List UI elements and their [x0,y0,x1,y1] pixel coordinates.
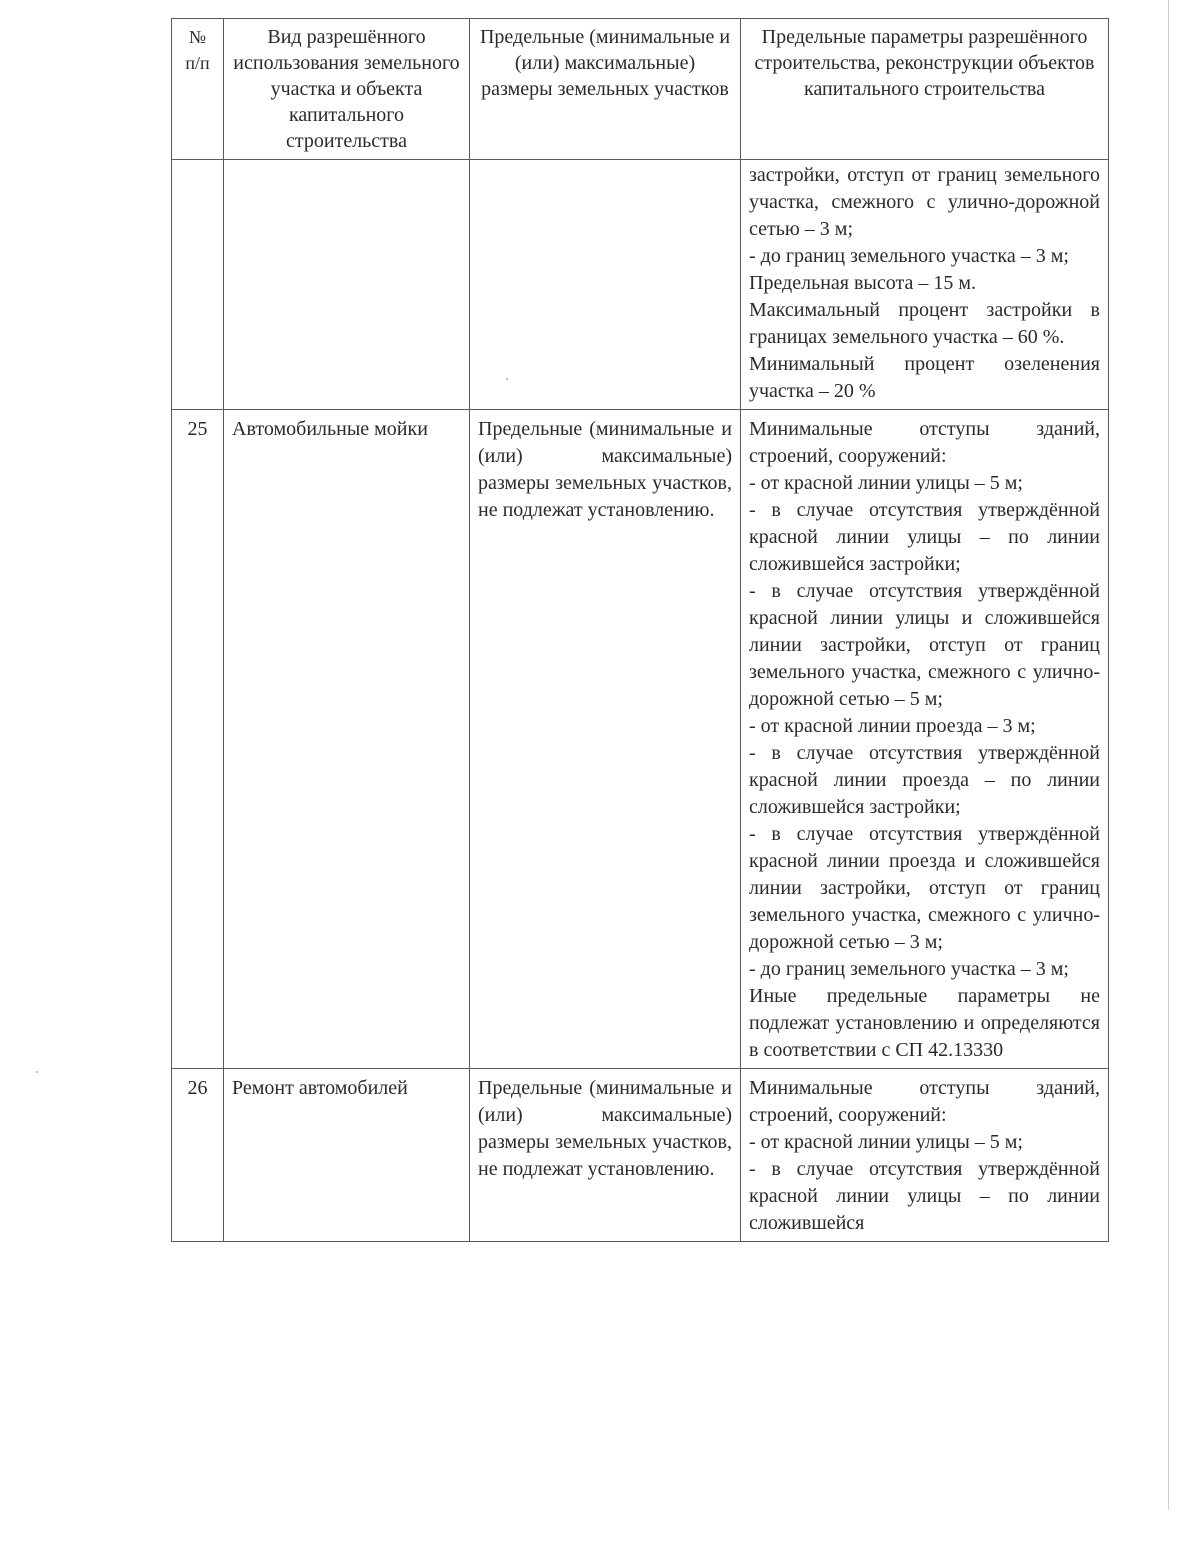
row-num: 26 [172,1069,224,1242]
table-row [172,410,1109,1069]
param-line: - в случае отсутствия утверждённой красной линии улицы – по линии сложившейся [749,1158,1100,1234]
param-line: Иные предельные параметры не подлежат установлению и определяются в соответствии с СП 42.13330 [749,985,1100,1061]
zoning-parameters-table [171,18,1109,1242]
row-plot-size: Предельные (минимальные и (или) максимальные) размеры земельных участков, не подлежат установлению. [470,410,741,1069]
row-use-type: Ремонт автомобилей [224,1069,470,1242]
param-line: Максимальный процент застройки в границах земельного участка – 60 %. [749,299,1100,348]
table-header-row [172,19,1109,160]
param-line: - в случае отсутствия утверждённой красной линии улицы – по линии сложившейся застройки; [749,499,1100,575]
row-plot-size [470,160,741,410]
row-params [741,160,1109,410]
row-num [172,160,224,410]
row-num: 25 [172,410,224,1069]
header-params: Предельные параметры разрешённого строительства, реконструкции объектов капитального строительства [741,19,1109,160]
param-line: - от красной линии улицы – 5 м; [749,472,1023,494]
header-plot-size: Предельные (минимальные и (или) максимальные) размеры земельных участков [470,19,741,160]
scan-artifact [36,1071,38,1073]
param-line: - в случае отсутствия утверждённой красной линии проезда – по линии сложившейся застройки; [749,742,1100,818]
row-params [741,1069,1109,1242]
param-line: - до границ земельного участка – 3 м; [749,958,1069,980]
row-params [741,410,1109,1069]
row-use-type: Автомобильные мойки [224,410,470,1069]
param-line: - до границ земельного участка – 3 м; [749,245,1069,267]
param-line: Минимальный процент озеленения участка – 20 % [749,353,1100,402]
page-edge-line [1168,0,1169,1510]
param-line: - от красной линии проезда – 3 м; [749,715,1036,737]
table-row [172,1069,1109,1242]
row-use-type [224,160,470,410]
param-line: застройки, отступ от границ земельного участка, смежного с улично-дорожной сетью – 3 м; [749,164,1100,240]
header-num: № п/п [172,19,224,160]
param-line: Предельная высота – 15 м. [749,272,977,294]
param-line: - в случае отсутствия утверждённой красной линии улицы и сложившейся линии застройки, отступ от границ земельного участка, смежного с улично-дорожной сетью – 5 м; [749,580,1100,710]
param-line: Минимальные отступы зданий, строений, сооружений: [749,418,1100,467]
header-use-type: Вид разрешённого использования земельного участка и объекта капитального строительства [224,19,470,160]
param-line: - от красной линии улицы – 5 м; [749,1131,1023,1153]
param-line: Минимальные отступы зданий, строений, сооружений: [749,1077,1100,1126]
table-row [172,160,1109,410]
param-line: - в случае отсутствия утверждённой красной линии проезда и сложившейся линии застройки, отступ от границ земельного участка, смежного с улично-дорожной сетью – 3 м; [749,823,1100,953]
row-plot-size: Предельные (минимальные и (или) максимальные) размеры земельных участков, не подлежат установлению. [470,1069,741,1242]
